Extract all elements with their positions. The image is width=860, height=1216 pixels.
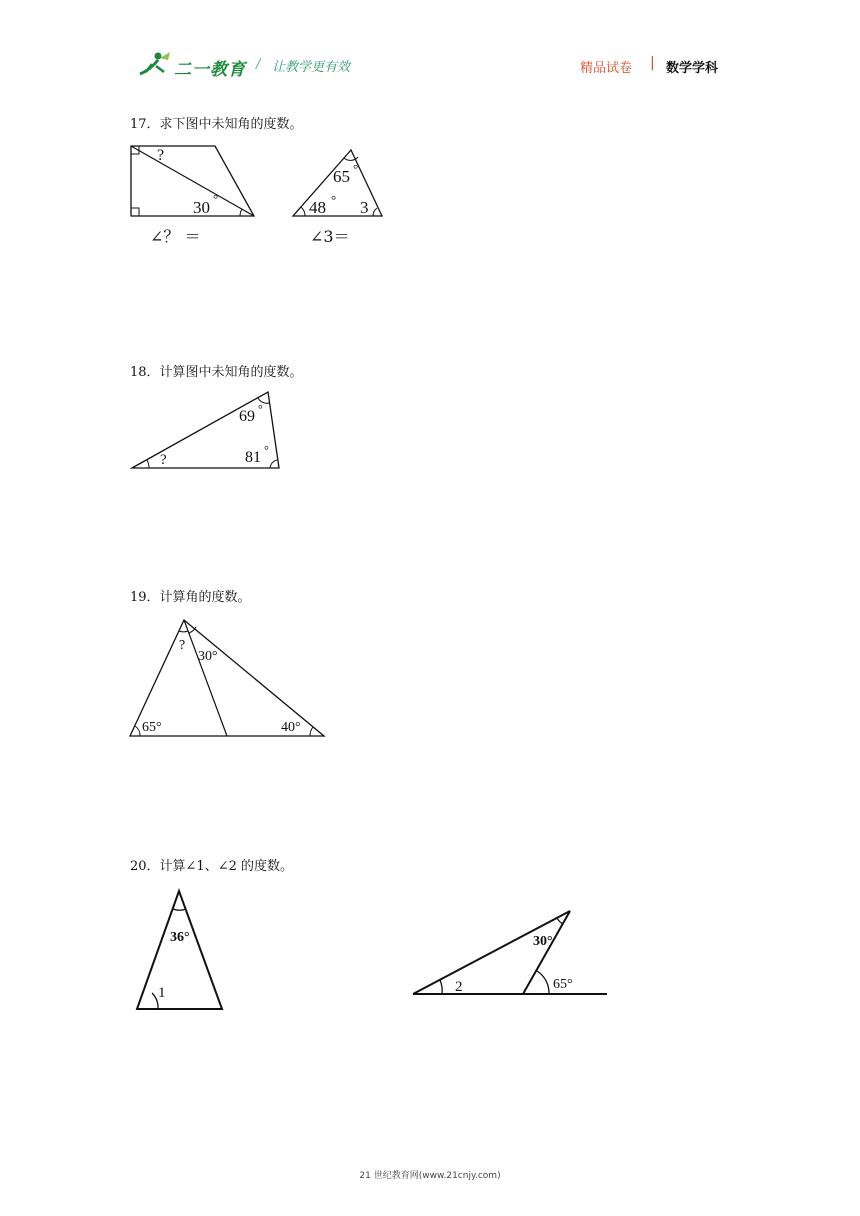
fig17a-degree: ° — [213, 191, 219, 206]
fig18-unknown-label: ? — [160, 452, 167, 468]
figure-20-isosceles-triangle — [130, 885, 230, 1015]
header-slogan: 让教学更有效 — [272, 60, 351, 75]
page-footer: 21 世纪教育网(www.21cnjy.com) — [359, 1171, 501, 1181]
fig18-top-degree: ° — [258, 402, 263, 416]
fig17a-answer: ∠？ ＝ — [150, 227, 201, 246]
fig19-right-label: 40° — [281, 720, 301, 735]
question-17-text: 17．求下图中未知角的度数。 — [130, 117, 303, 132]
header-subject: 数学学科 — [666, 61, 719, 76]
fig18-top-label: 69 — [239, 408, 255, 425]
fig17b-left-degree: ° — [331, 192, 337, 207]
fig17b-top-label: 65 — [333, 167, 350, 186]
brand-logo-icon — [138, 50, 172, 78]
question-18-text: 18．计算图中未知角的度数。 — [130, 365, 303, 380]
header-divider: | — [650, 55, 655, 71]
header — [0, 0, 860, 90]
question-19-text: 19．计算角的度数。 — [130, 590, 251, 605]
fig20b-left-label: 2 — [455, 979, 463, 995]
fig17a-unknown-label: ? — [157, 147, 165, 164]
brand-name: 二一教育 — [174, 60, 246, 80]
figure-18-triangle — [125, 385, 290, 475]
fig18-right-label: 81 — [245, 449, 261, 466]
fig20a-apex-label: 36° — [170, 930, 190, 945]
fig17b-answer: ∠3＝ — [310, 227, 350, 246]
header-separator: / — [256, 57, 261, 72]
fig19-unknown-label: ? — [179, 638, 186, 653]
fig17b-top-degree: ° — [353, 161, 359, 176]
figure-19-triangle — [125, 615, 330, 745]
fig18-right-degree: ° — [264, 443, 269, 457]
fig20a-base-label: 1 — [158, 985, 166, 1001]
fig20b-exterior-label: 65° — [553, 977, 573, 992]
figure-20-exterior-angle-triangle — [405, 900, 615, 1005]
fig19-left-label: 65° — [142, 720, 162, 735]
fig17a-angle-label: 30 — [193, 198, 210, 217]
header-category: 精品试卷 — [580, 61, 633, 76]
fig19-inner-label: 30° — [198, 649, 218, 664]
question-20-text: 20．计算∠1、∠2 的度数。 — [130, 859, 294, 874]
fig20b-top-label: 30° — [533, 934, 553, 949]
fig17b-right-label: 3 — [360, 198, 369, 217]
fig17b-left-label: 48 — [309, 198, 326, 217]
